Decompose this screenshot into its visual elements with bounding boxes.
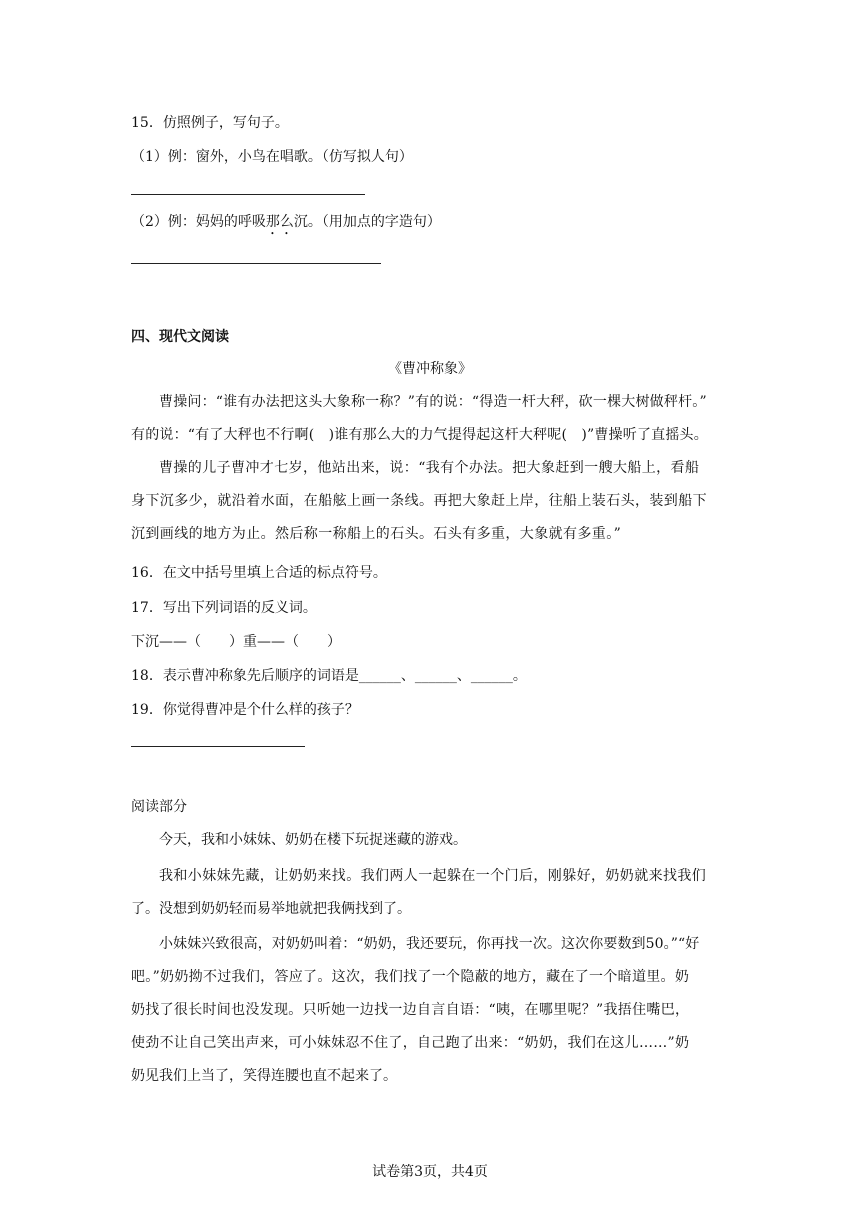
question-17: 17．写出下列词语的反义词。 [131, 600, 317, 616]
passage-p1-line2: 有的说：“有了大秤也不行啊( )谁有那么大的力气提得起这杆大秤呢( )”曹操听了直摇头。 [131, 427, 708, 443]
reading-p1: 今天，我和小妹妹、奶奶在楼下玩捉迷藏的游戏。 [159, 832, 467, 848]
reading-p3-line5: 奶见我们上当了，笑得连腰也直不起来了。 [131, 1068, 397, 1084]
passage-p1-line1: 曹操问：“谁有办法把这头大象称一称？”有的说：“得造一杆大秤，砍一棵大树做秤杆。” [159, 394, 707, 410]
question-15-sub2-after: 沉。（用加点的字造句） [293, 214, 441, 230]
passage-title: 《曹冲称象》 [388, 361, 472, 377]
question-15-stem: 15．仿照例子，写句子。 [131, 115, 289, 131]
passage-p2-line1: 曹操的儿子曹冲才七岁，他站出来，说：“我有个办法。把大象赶到一艘大船上，看船 [159, 460, 700, 476]
passage-p2-line3: 沉到画线的地方为止。然后称一称船上的石头。石头有多重，大象就有多重。” [131, 526, 622, 542]
answer-line-15-1[interactable] [131, 194, 365, 195]
section-heading: 四、现代文阅读 [131, 329, 229, 345]
reading-p3-line4: 使劲不让自己笑出声来，可小妹妹忍不住了，自己跑了出来：“奶奶，我们在这儿……”奶 [131, 1035, 690, 1051]
reading-p3-line3: 奶找了很长时间也没发现。只听她一边找一边自言自语：“咦，在哪里呢？”我捂住嘴巴， [131, 1002, 690, 1018]
reading-p2-line2: 了。没想到奶奶轻而易举地就把我俩找到了。 [131, 901, 411, 917]
question-15-sub2-dotted: 那么 [265, 214, 294, 230]
answer-line-19[interactable] [131, 746, 305, 747]
reading-label: 阅读部分 [131, 799, 187, 815]
page-footer: 试卷第3页，共4页 [372, 1164, 488, 1180]
reading-p2-line1: 我和小妹妹先藏，让奶奶来找。我们两人一起躲在一个门后，刚躲好，奶奶就来找我们 [159, 868, 707, 884]
reading-p3-line2: 吧。”奶奶拗不过我们，答应了。这次，我们找了一个隐蔽的地方，藏在了一个暗道里。奶 [131, 969, 690, 985]
reading-p3-line1: 小妹妹兴致很高，对奶奶叫着：“奶奶，我还要玩，你再找一次。这次你要数到50。”“好 [159, 936, 700, 952]
question-15-sub1: （1）例：窗外，小鸟在唱歌。（仿写拟人句） [131, 149, 413, 165]
question-18[interactable]: 18．表示曹冲称象先后顺序的词语是______、______、______。 [131, 668, 527, 684]
question-15-sub2 [131, 211, 441, 238]
passage-p2-line2: 身下沉多少，就沿着水面，在船舷上画一条线。再把大象赶上岸，往船上装石头，装到船下 [131, 493, 707, 509]
answer-line-15-2[interactable] [131, 263, 381, 264]
question-16: 16．在文中括号里填上合适的标点符号。 [131, 565, 387, 581]
question-19: 19．你觉得曹冲是个什么样的孩子？ [131, 702, 359, 718]
question-15-sub2-before: （2）例：妈妈的呼吸 [131, 214, 266, 230]
question-17-items[interactable]: 下沉——（ ）重——（ ） [131, 634, 341, 650]
